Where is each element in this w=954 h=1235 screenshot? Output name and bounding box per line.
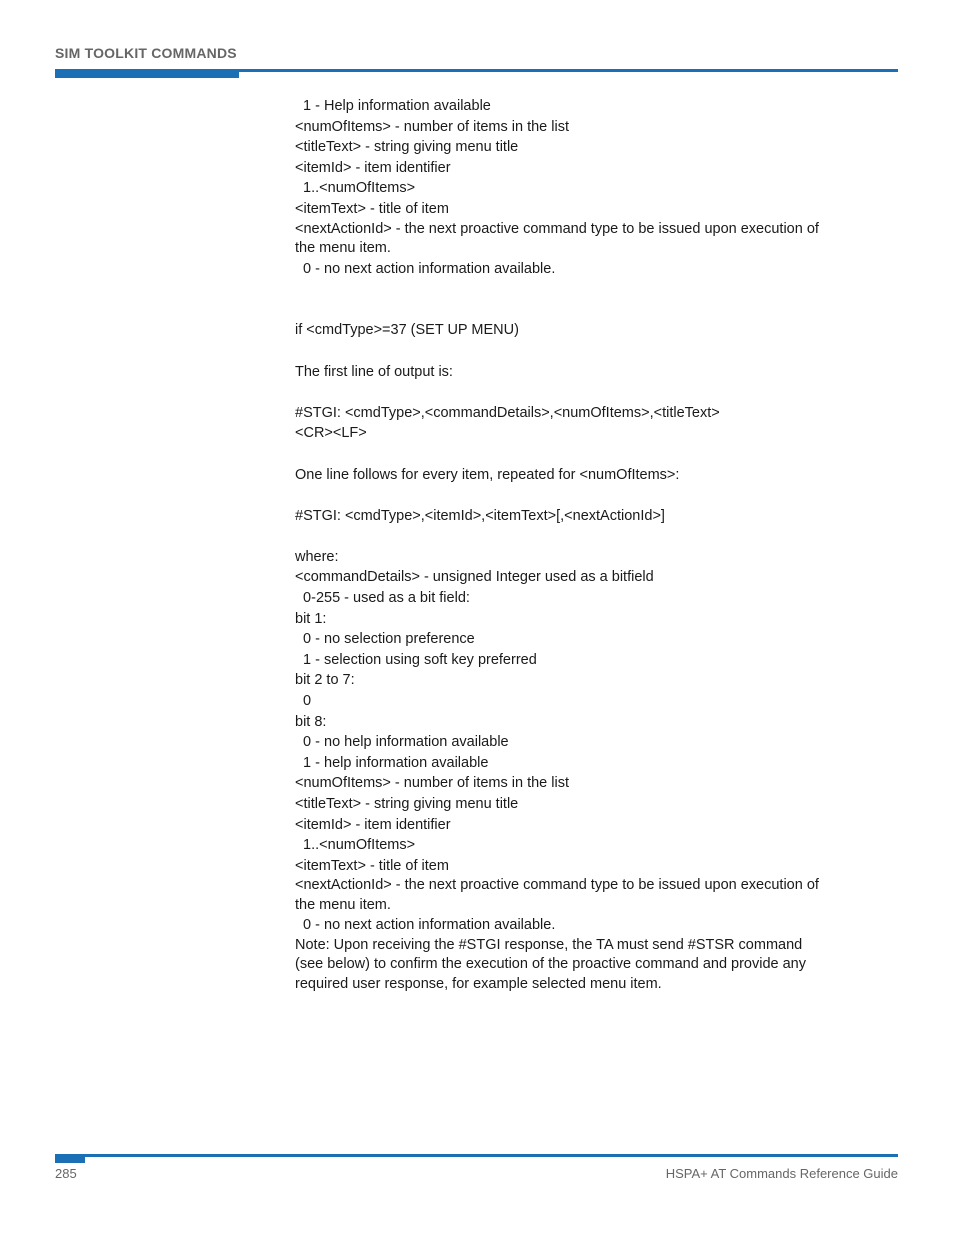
text-line: 1 - Help information available [295,98,491,114]
section-title: SIM TOOLKIT COMMANDS [55,45,237,61]
text-line: 0 - no next action information available. [295,260,556,277]
text-line: <commandDetails> - unsigned Integer used as a bitfield [295,569,654,586]
text-line: <itemText> - title of item [295,200,449,217]
text-line: <numOfItems> - number of items in the list [295,775,569,792]
text-line: 1 - help information available [295,754,489,771]
text-line: <titleText> - string giving menu title [295,796,519,812]
header-accent-bar [55,69,239,78]
text-line: <itemId> - item identifier [295,159,451,176]
text-line: One line follows for every item, repeated for <numOfItems>: [295,466,680,483]
footer-rule [85,1154,898,1157]
text-line: 1..<numOfItems> [295,180,416,197]
spacer [295,526,820,547]
text-line: <CR><LF> [295,425,367,442]
document-title: HSPA+ AT Commands Reference Guide [665,1166,898,1181]
text-paragraph: <nextActionId> - the next proactive command type to be issued upon execution of the menu item. [295,877,819,913]
spacer [295,382,820,403]
text-line: 1..<numOfItems> [295,837,416,854]
text-line: 0 - no next action information available. [295,917,556,934]
spacer [295,341,820,362]
text-line: 1 - selection using soft key preferred [295,651,537,668]
text-line: <itemText> - title of item [295,857,449,874]
text-line: 0-255 - used as a bit field: [295,590,470,607]
spacer [295,485,820,506]
body-text [295,96,820,994]
text-paragraph: <nextActionId> - the next proactive command type to be issued upon execution of the menu item. [295,220,819,257]
text-line: bit 8: [295,713,327,730]
text-line: where: [295,548,339,565]
text-line: The first line of output is: [295,363,453,380]
text-line: <itemId> - item identifier [295,816,451,833]
header-rule [239,69,898,72]
spacer [295,444,820,465]
page-number: 285 [55,1166,77,1181]
note-paragraph: Note: Upon receiving the #STGI response, the TA must send #STSR command (see below) to confirm the execution of the proactive command and provide any required user response, for example selected menu item. [295,936,806,992]
spacer [295,300,820,321]
text-line: 0 - no help information available [295,734,509,751]
text-line: 0 [295,693,312,710]
text-line: #STGI: <cmdType>,<itemId>,<itemText>[,<nextActionId>] [295,507,665,524]
text-line: bit 1: [295,610,327,627]
text-line: #STGI: <cmdType>,<commandDetails>,<numOfItems>,<titleText> [295,404,720,421]
spacer [295,279,820,300]
footer-accent-bar [55,1154,85,1163]
text-line: 0 - no selection preference [295,631,475,648]
text-line: bit 2 to 7: [295,672,355,689]
text-line: if <cmdType>=37 (SET UP MENU) [295,322,519,339]
text-line: <titleText> - string giving menu title [295,139,519,156]
text-line: <numOfItems> - number of items in the list [295,118,569,135]
